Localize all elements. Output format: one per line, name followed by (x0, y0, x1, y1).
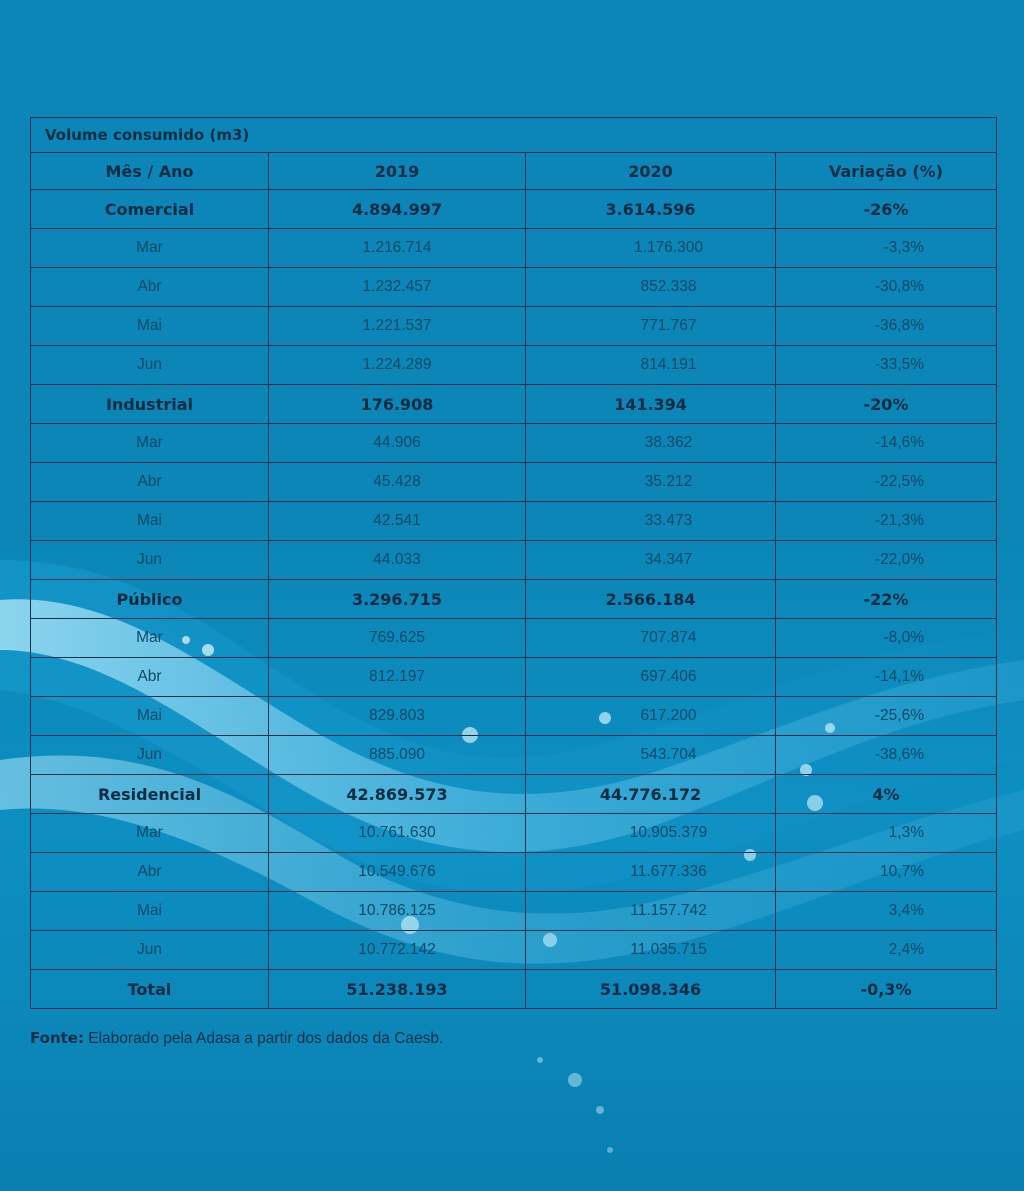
value-2020: 141.394 (526, 385, 776, 424)
value-2019: 10.786.125 (269, 892, 526, 931)
value-2020: 38.362 (526, 424, 776, 463)
row-label: Abr (31, 463, 269, 502)
row-label: Público (31, 580, 269, 619)
row-label: Total (31, 970, 269, 1009)
row-label: Residencial (31, 775, 269, 814)
variation-value: 3,4% (776, 892, 997, 931)
value-2020: 697.406 (526, 658, 776, 697)
row-label: Mai (31, 892, 269, 931)
category-row (31, 385, 997, 424)
variation-value: -20% (776, 385, 997, 424)
row-label: Mar (31, 424, 269, 463)
table-row (31, 307, 997, 346)
row-label: Jun (31, 346, 269, 385)
source-note (30, 1029, 443, 1048)
value-2020: 852.338 (526, 268, 776, 307)
value-2019: 42.541 (269, 502, 526, 541)
table-row (31, 541, 997, 580)
table-caption-row (31, 118, 997, 153)
value-2020: 543.704 (526, 736, 776, 775)
table-row (31, 697, 997, 736)
variation-value: 1,3% (776, 814, 997, 853)
table-row (31, 424, 997, 463)
row-label: Mai (31, 307, 269, 346)
header-row (31, 153, 997, 190)
table-row (31, 736, 997, 775)
col-header-2020: 2020 (526, 153, 776, 190)
value-2019: 3.296.715 (269, 580, 526, 619)
table-row (31, 658, 997, 697)
row-label: Industrial (31, 385, 269, 424)
value-2020: 51.098.346 (526, 970, 776, 1009)
value-2019: 10.761.630 (269, 814, 526, 853)
value-2020: 707.874 (526, 619, 776, 658)
value-2019: 829.803 (269, 697, 526, 736)
variation-value: -22% (776, 580, 997, 619)
value-2020: 814.191 (526, 346, 776, 385)
value-2019: 10.772.142 (269, 931, 526, 970)
variation-value: 10,7% (776, 853, 997, 892)
value-2019: 176.908 (269, 385, 526, 424)
value-2020: 33.473 (526, 502, 776, 541)
row-label: Mai (31, 502, 269, 541)
col-header-month: Mês / Ano (31, 153, 269, 190)
category-row (31, 775, 997, 814)
table-row (31, 814, 997, 853)
variation-value: -8,0% (776, 619, 997, 658)
row-label: Jun (31, 931, 269, 970)
col-header-variation: Variação (%) (776, 153, 997, 190)
value-2020: 34.347 (526, 541, 776, 580)
total-row (31, 970, 997, 1009)
source-label: Fonte: (30, 1029, 84, 1047)
value-2020: 44.776.172 (526, 775, 776, 814)
variation-value: -30,8% (776, 268, 997, 307)
row-label: Jun (31, 736, 269, 775)
variation-value: 4% (776, 775, 997, 814)
row-label: Mar (31, 814, 269, 853)
variation-value: -25,6% (776, 697, 997, 736)
variation-value: -22,0% (776, 541, 997, 580)
variation-value: -0,3% (776, 970, 997, 1009)
value-2020: 617.200 (526, 697, 776, 736)
row-label: Jun (31, 541, 269, 580)
value-2019: 769.625 (269, 619, 526, 658)
value-2019: 10.549.676 (269, 853, 526, 892)
variation-value: -3,3% (776, 229, 997, 268)
value-2020: 11.035.715 (526, 931, 776, 970)
variation-value: -38,6% (776, 736, 997, 775)
table-title: Volume consumido (m3) (31, 118, 997, 153)
value-2019: 885.090 (269, 736, 526, 775)
value-2020: 1.176.300 (526, 229, 776, 268)
table-row (31, 346, 997, 385)
row-label: Abr (31, 853, 269, 892)
source-text: Elaborado pela Adasa a partir dos dados da Caesb. (83, 1030, 444, 1047)
variation-value: -14,1% (776, 658, 997, 697)
value-2019: 812.197 (269, 658, 526, 697)
table-row (31, 502, 997, 541)
value-2019: 45.428 (269, 463, 526, 502)
value-2019: 1.216.714 (269, 229, 526, 268)
table-row (31, 463, 997, 502)
consumption-table (30, 117, 997, 1009)
row-label: Abr (31, 658, 269, 697)
row-label: Mar (31, 619, 269, 658)
row-label: Mar (31, 229, 269, 268)
value-2020: 10.905.379 (526, 814, 776, 853)
value-2019: 1.224.289 (269, 346, 526, 385)
table-row (31, 892, 997, 931)
value-2019: 51.238.193 (269, 970, 526, 1009)
variation-value: -36,8% (776, 307, 997, 346)
category-row (31, 580, 997, 619)
table-row (31, 619, 997, 658)
value-2020: 2.566.184 (526, 580, 776, 619)
row-label: Abr (31, 268, 269, 307)
value-2019: 4.894.997 (269, 190, 526, 229)
variation-value: -21,3% (776, 502, 997, 541)
table-row (31, 229, 997, 268)
table-row (31, 853, 997, 892)
value-2020: 771.767 (526, 307, 776, 346)
table-row (31, 931, 997, 970)
row-label: Comercial (31, 190, 269, 229)
value-2020: 35.212 (526, 463, 776, 502)
variation-value: -26% (776, 190, 997, 229)
value-2019: 1.221.537 (269, 307, 526, 346)
variation-value: 2,4% (776, 931, 997, 970)
variation-value: -22,5% (776, 463, 997, 502)
value-2019: 44.033 (269, 541, 526, 580)
table-row (31, 268, 997, 307)
variation-value: -33,5% (776, 346, 997, 385)
category-row (31, 190, 997, 229)
value-2019: 42.869.573 (269, 775, 526, 814)
value-2019: 44.906 (269, 424, 526, 463)
variation-value: -14,6% (776, 424, 997, 463)
value-2020: 11.157.742 (526, 892, 776, 931)
value-2019: 1.232.457 (269, 268, 526, 307)
value-2020: 3.614.596 (526, 190, 776, 229)
value-2020: 11.677.336 (526, 853, 776, 892)
row-label: Mai (31, 697, 269, 736)
col-header-2019: 2019 (269, 153, 526, 190)
